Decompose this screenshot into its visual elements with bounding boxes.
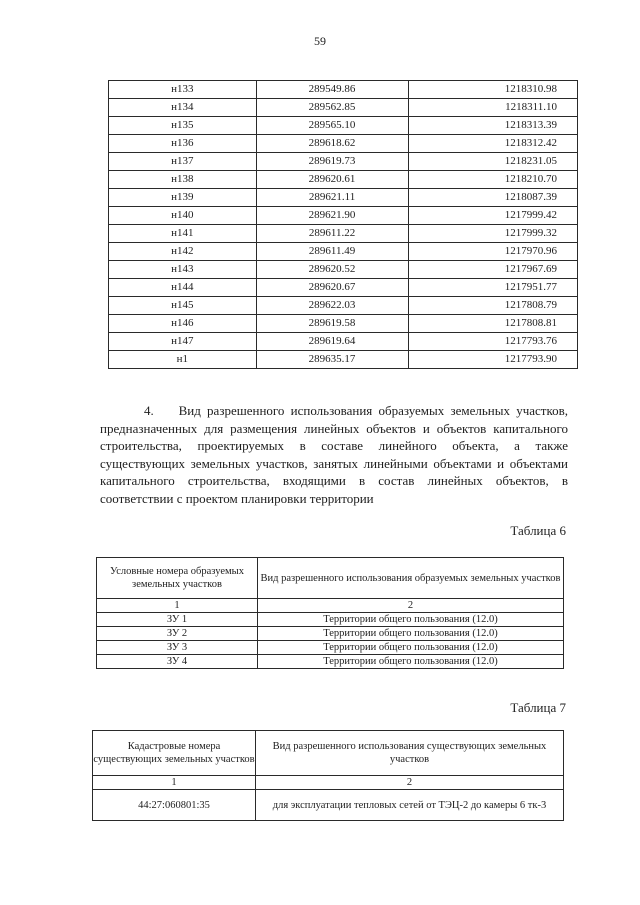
x-coordinate: 289565.10 bbox=[256, 117, 408, 135]
y-coordinate: 1217808.79 bbox=[408, 297, 577, 315]
coordinates-table bbox=[108, 80, 578, 369]
table6-cell: Территории общего пользования (12.0) bbox=[258, 627, 564, 641]
table6-header-row bbox=[97, 558, 564, 599]
table-row bbox=[109, 117, 578, 135]
table-row bbox=[97, 655, 564, 669]
table6-cell: ЗУ 3 bbox=[97, 641, 258, 655]
section-text: Вид разрешенного использования образуемых земельных участков, предназначенных для размещения линейных объектов и объектов капитального строительства, проектируемых в составе линейного объекта, а также существующих земельных участков, занятых линейными объектами и объектами капитального строительства, входящими в состав линейных объектов, в соответствии с проектом планировки территории bbox=[100, 403, 569, 506]
point-label: н135 bbox=[109, 117, 257, 135]
point-label: н145 bbox=[109, 297, 257, 315]
point-label: н140 bbox=[109, 207, 257, 225]
y-coordinate: 1217999.32 bbox=[408, 225, 577, 243]
table6-cell: Территории общего пользования (12.0) bbox=[258, 655, 564, 669]
point-label: н143 bbox=[109, 261, 257, 279]
point-label: н133 bbox=[109, 81, 257, 99]
table6-caption: Таблица 6 bbox=[510, 523, 566, 538]
y-coordinate: 1217808.81 bbox=[408, 315, 577, 333]
section-4-paragraph bbox=[100, 402, 568, 508]
table6-colnum-2: 2 bbox=[258, 599, 564, 613]
table-row bbox=[109, 351, 578, 369]
point-label: н137 bbox=[109, 153, 257, 171]
table7-header-row bbox=[93, 731, 564, 776]
point-label: н141 bbox=[109, 225, 257, 243]
point-label: н147 bbox=[109, 333, 257, 351]
y-coordinate: 1218210.70 bbox=[408, 171, 577, 189]
y-coordinate: 1218310.98 bbox=[408, 81, 577, 99]
y-coordinate: 1218087.39 bbox=[408, 189, 577, 207]
section-number: 4. bbox=[144, 403, 154, 418]
table-row bbox=[97, 641, 564, 655]
y-coordinate: 1218312.42 bbox=[408, 135, 577, 153]
table-row bbox=[109, 135, 578, 153]
x-coordinate: 289621.11 bbox=[256, 189, 408, 207]
table6-cell: Территории общего пользования (12.0) bbox=[258, 641, 564, 655]
table-row bbox=[109, 153, 578, 171]
table-row bbox=[109, 189, 578, 207]
table-row bbox=[109, 333, 578, 351]
table7-cell: для эксплуатации тепловых сетей от ТЭЦ-2 до камеры 6 тк-3 bbox=[256, 790, 564, 821]
y-coordinate: 1217999.42 bbox=[408, 207, 577, 225]
point-label: н138 bbox=[109, 171, 257, 189]
x-coordinate: 289562.85 bbox=[256, 99, 408, 117]
table7-header-col2: Вид разрешенного использования существующих земельных участков bbox=[256, 731, 564, 776]
table-row bbox=[109, 243, 578, 261]
x-coordinate: 289620.52 bbox=[256, 261, 408, 279]
table7-colnum-row bbox=[93, 776, 564, 790]
table-row bbox=[109, 171, 578, 189]
y-coordinate: 1217793.90 bbox=[408, 351, 577, 369]
x-coordinate: 289619.58 bbox=[256, 315, 408, 333]
table7-cell: 44:27:060801:35 bbox=[93, 790, 256, 821]
x-coordinate: 289611.49 bbox=[256, 243, 408, 261]
point-label: н146 bbox=[109, 315, 257, 333]
table-row bbox=[109, 261, 578, 279]
table6 bbox=[96, 557, 564, 669]
x-coordinate: 289549.86 bbox=[256, 81, 408, 99]
y-coordinate: 1217967.69 bbox=[408, 261, 577, 279]
table6-cell: ЗУ 4 bbox=[97, 655, 258, 669]
table-row bbox=[109, 225, 578, 243]
x-coordinate: 289619.64 bbox=[256, 333, 408, 351]
y-coordinate: 1217951.77 bbox=[408, 279, 577, 297]
y-coordinate: 1217970.96 bbox=[408, 243, 577, 261]
x-coordinate: 289618.62 bbox=[256, 135, 408, 153]
table-row bbox=[109, 207, 578, 225]
table6-cell: ЗУ 1 bbox=[97, 613, 258, 627]
point-label: н136 bbox=[109, 135, 257, 153]
y-coordinate: 1218313.39 bbox=[408, 117, 577, 135]
point-label: н1 bbox=[109, 351, 257, 369]
table7-header-col1: Кадастровые номера существующих земельных участков bbox=[93, 731, 256, 776]
point-label: н139 bbox=[109, 189, 257, 207]
table-row bbox=[97, 627, 564, 641]
table-row bbox=[93, 790, 564, 821]
point-label: н142 bbox=[109, 243, 257, 261]
page-number: 59 bbox=[314, 34, 326, 48]
x-coordinate: 289620.67 bbox=[256, 279, 408, 297]
y-coordinate: 1218231.05 bbox=[408, 153, 577, 171]
table-row bbox=[109, 297, 578, 315]
table-row bbox=[109, 81, 578, 99]
x-coordinate: 289611.22 bbox=[256, 225, 408, 243]
table-row bbox=[109, 99, 578, 117]
table6-colnum-row bbox=[97, 599, 564, 613]
x-coordinate: 289635.17 bbox=[256, 351, 408, 369]
table-row bbox=[109, 279, 578, 297]
table7-colnum-1: 1 bbox=[93, 776, 256, 790]
table-row bbox=[97, 613, 564, 627]
table6-header-col2: Вид разрешенного использования образуемых земельных участков bbox=[258, 558, 564, 599]
table-row bbox=[109, 315, 578, 333]
table7-colnum-2: 2 bbox=[256, 776, 564, 790]
point-label: н134 bbox=[109, 99, 257, 117]
table6-cell: Территории общего пользования (12.0) bbox=[258, 613, 564, 627]
x-coordinate: 289621.90 bbox=[256, 207, 408, 225]
x-coordinate: 289619.73 bbox=[256, 153, 408, 171]
table6-cell: ЗУ 2 bbox=[97, 627, 258, 641]
table7-caption: Таблица 7 bbox=[510, 700, 566, 715]
point-label: н144 bbox=[109, 279, 257, 297]
table6-colnum-1: 1 bbox=[97, 599, 258, 613]
y-coordinate: 1218311.10 bbox=[408, 99, 577, 117]
y-coordinate: 1217793.76 bbox=[408, 333, 577, 351]
table6-header-col1: Условные номера образуемых земельных участков bbox=[97, 558, 258, 599]
x-coordinate: 289622.03 bbox=[256, 297, 408, 315]
table7 bbox=[92, 730, 564, 821]
x-coordinate: 289620.61 bbox=[256, 171, 408, 189]
